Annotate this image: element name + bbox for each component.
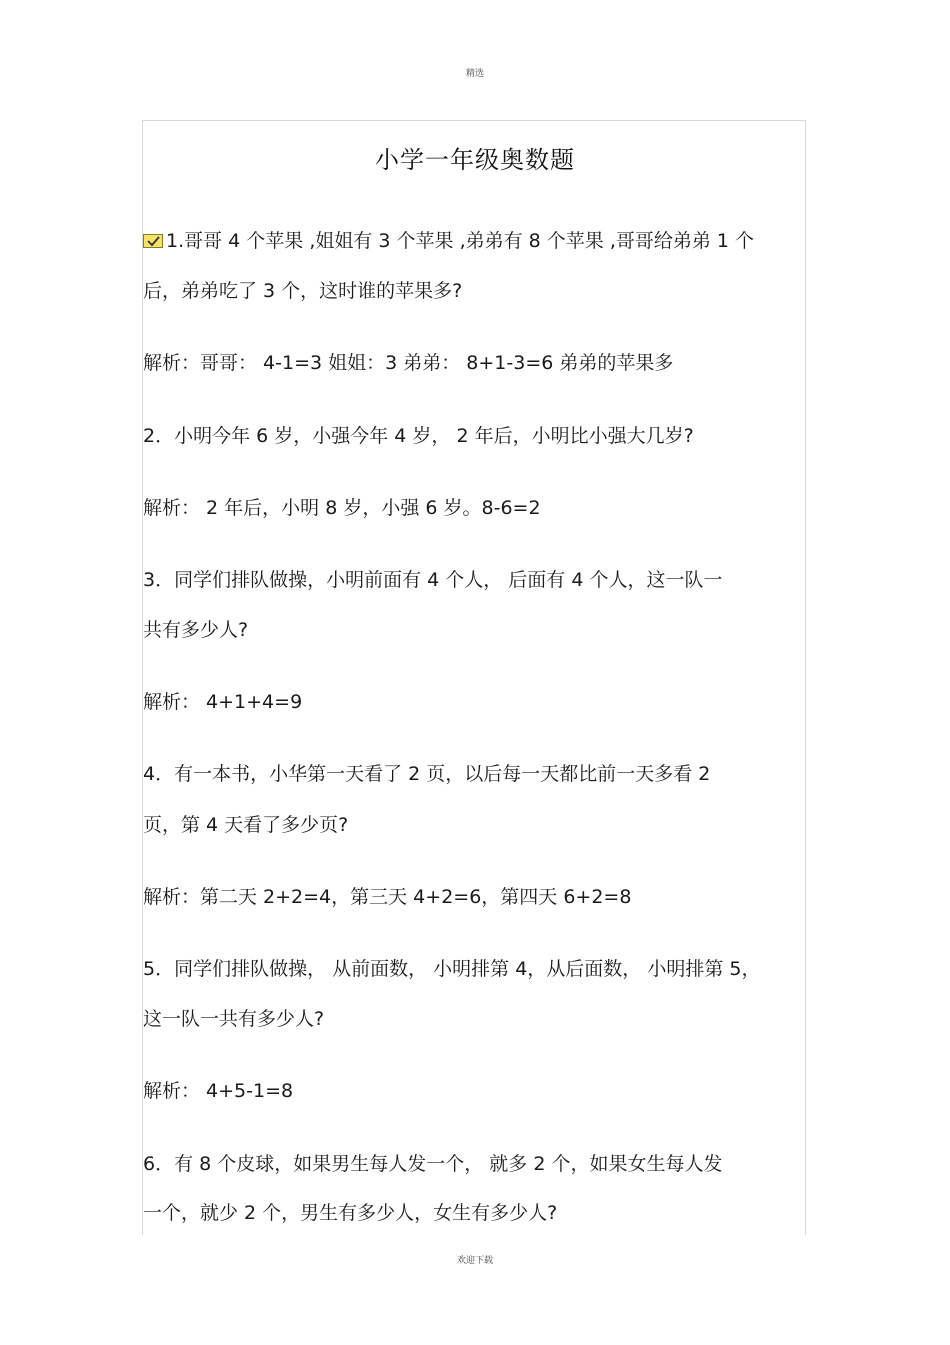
question-line [143, 228, 807, 254]
question-line: 2．小明今年 6 岁，小强今年 4 岁， 2 年后，小明比小强大几岁? [143, 425, 694, 447]
question-line: 一个，就少 2 个，男生有多少人，女生有多少人? [143, 1202, 558, 1224]
question-line: 3．同学们排队做操，小明前面有 4 个人， 后面有 4 个人，这一队一 [143, 569, 723, 591]
answer-line: 解析：哥哥： 4-1=3 姐姐：3 弟弟： 8+1-3=6 弟弟的苹果多 [143, 352, 674, 374]
header-watermark: 精选 [465, 69, 484, 79]
answer-line: 解析： 4+1+4=9 [143, 691, 303, 713]
question-line: 5．同学们排队做操， 从前面数， 小明排第 4，从后面数， 小明排第 5， [143, 958, 761, 980]
comment-marker-icon [143, 234, 163, 248]
question-line: 页，第 4 天看了多少页? [143, 814, 349, 836]
question-line: 后，弟弟吃了 3 个，这时谁的苹果多? [143, 280, 463, 302]
question-line: 共有多少人? [143, 619, 249, 641]
question-line: 4．有一本书，小华第一天看了 2 页，以后每一天都比前一天多看 2 [143, 763, 711, 785]
question-line: 这一队一共有多少人? [143, 1008, 325, 1030]
question-line-text: 1.哥哥 4 个苹果 ,姐姐有 3 个苹果 ,弟弟有 8 个苹果 ,哥哥给弟弟 1 个 [166, 230, 755, 252]
question-line: 6．有 8 个皮球，如果男生每人发一个， 就多 2 个，如果女生每人发 [143, 1153, 723, 1175]
answer-line: 解析： 4+5-1=8 [143, 1080, 294, 1102]
footer-watermark: 欢迎下载 [456, 1256, 493, 1266]
answer-line: 解析：第二天 2+2=4，第三天 4+2=6，第四天 6+2=8 [143, 886, 632, 908]
document-title: 小学一年级奥数题 [375, 146, 575, 174]
answer-line: 解析： 2 年后，小明 8 岁，小强 6 岁。8-6=2 [143, 497, 541, 519]
